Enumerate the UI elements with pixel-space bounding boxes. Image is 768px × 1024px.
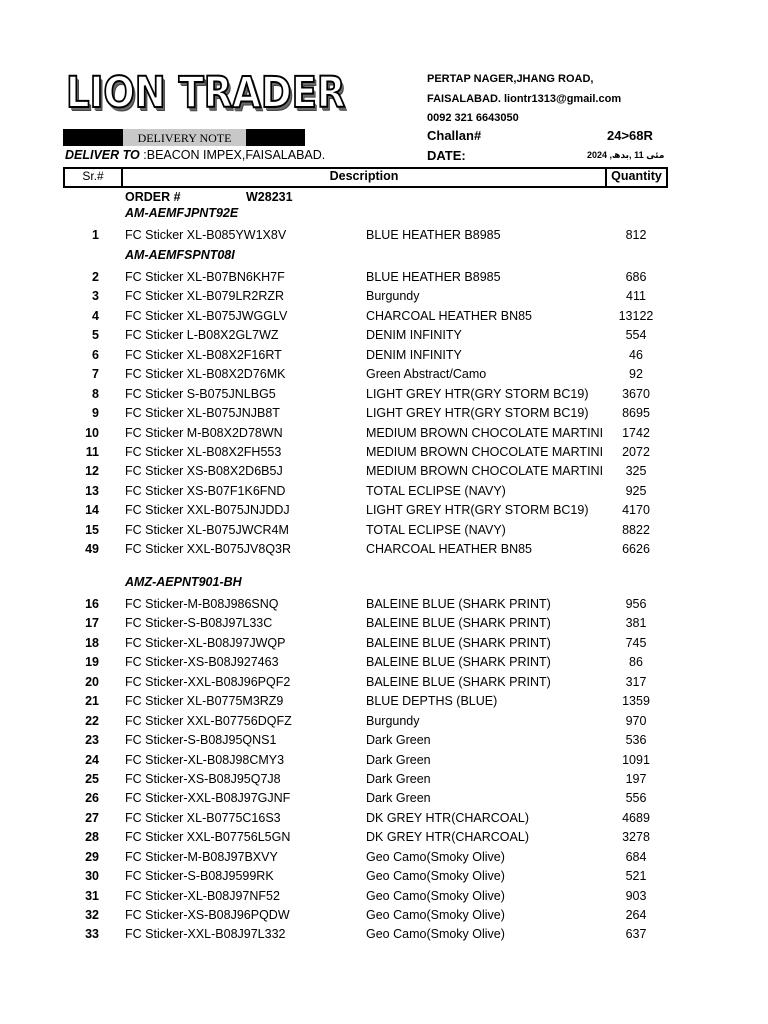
row-qty: 325 — [625, 464, 647, 479]
row-color: Geo Camo(Smoky Olive) — [366, 888, 505, 903]
row-color: LIGHT GREY HTR(GRY STORM BC19) — [366, 503, 589, 518]
row-qty: 2072 — [622, 444, 650, 459]
table-row — [0, 462, 768, 481]
row-color: BALEINE BLUE (SHARK PRINT) — [366, 616, 551, 631]
header-description: Description — [121, 167, 607, 188]
row-qty: 3670 — [622, 386, 650, 401]
row-item: FC Sticker XS-B08X2D6B5J — [125, 464, 283, 479]
row-qty: 1359 — [622, 694, 650, 709]
table-row — [0, 226, 768, 245]
challan-value: 24>68R — [607, 128, 653, 143]
deliver-to — [65, 148, 325, 162]
row-qty: 970 — [625, 713, 647, 728]
table-row — [0, 482, 768, 501]
row-sr: 11 — [85, 444, 99, 459]
table-row — [0, 385, 768, 404]
row-sr: 8 — [92, 386, 99, 401]
row-qty: 411 — [626, 289, 646, 304]
row-qty: 925 — [625, 483, 647, 498]
row-sr: 28 — [85, 830, 99, 845]
table-row — [0, 346, 768, 365]
row-qty: 264 — [625, 908, 647, 923]
table-row — [0, 501, 768, 520]
table-row — [0, 809, 768, 828]
row-item: FC Sticker XS-B07F1K6FND — [125, 483, 286, 498]
row-color: Dark Green — [366, 733, 431, 748]
row-color: BALEINE BLUE (SHARK PRINT) — [366, 655, 551, 670]
row-color: TOTAL ECLIPSE (NAVY) — [366, 522, 506, 537]
deliver-to-value: :BEACON IMPEX,FAISALABAD. — [143, 148, 326, 162]
row-sr: 14 — [85, 503, 99, 518]
row-item: FC Sticker XL-B075JNJB8T — [125, 406, 280, 421]
table-row — [0, 712, 768, 731]
row-qty: 92 — [629, 367, 643, 382]
deliver-to-label: DELIVER TO — [65, 148, 140, 162]
row-color: Dark Green — [366, 752, 431, 767]
row-item: FC Sticker L-B08X2GL7WZ — [125, 328, 279, 343]
table-row — [0, 540, 768, 559]
row-item: FC Sticker-XL-B08J97NF52 — [125, 888, 280, 903]
row-sr: 4 — [92, 308, 99, 323]
row-qty: 6626 — [622, 542, 650, 557]
row-sr: 17 — [85, 616, 99, 631]
row-item: FC Sticker XL-B0775M3RZ9 — [125, 694, 284, 709]
table-row — [0, 307, 768, 326]
row-qty: 86 — [629, 655, 643, 670]
row-color: Dark Green — [366, 791, 431, 806]
table-row — [0, 365, 768, 384]
row-color: BALEINE BLUE (SHARK PRINT) — [366, 674, 551, 689]
row-qty: 684 — [625, 849, 647, 864]
group-title: AM-AEMFSPNT08I — [125, 248, 235, 262]
row-color: Geo Camo(Smoky Olive) — [366, 908, 505, 923]
row-sr: 29 — [85, 849, 99, 864]
row-sr: 26 — [85, 791, 99, 806]
row-sr: 22 — [85, 713, 99, 728]
row-qty: 521 — [625, 869, 647, 884]
delivery-note-bar — [63, 129, 305, 146]
header-quantity: Quantity — [605, 167, 668, 188]
row-sr: 23 — [85, 733, 99, 748]
address-line-2: FAISALABAD. liontr1313@gmail.com — [427, 93, 622, 105]
row-item: FC Sticker XL-B075JWCR4M — [125, 522, 289, 537]
row-color: Geo Camo(Smoky Olive) — [366, 869, 505, 884]
table-row — [0, 614, 768, 633]
group-title: AM-AEMFJPNT92E — [125, 206, 239, 220]
table-row — [0, 692, 768, 711]
row-item: FC Sticker-XS-B08J927463 — [125, 655, 279, 670]
row-item: FC Sticker-XL-B08J98CMY3 — [125, 752, 285, 767]
header-sr: Sr.# — [63, 167, 123, 188]
date-value: 2024 ,مئی 11 ,بدھ — [587, 150, 665, 160]
row-item: FC Sticker-XXL-B08J97GJNF — [125, 791, 291, 806]
row-item: FC Sticker XL-B08X2FH553 — [125, 444, 282, 459]
table-row — [0, 287, 768, 306]
table-row — [0, 673, 768, 692]
row-color: MEDIUM BROWN CHOCOLATE MARTINI — [366, 464, 604, 479]
row-item: FC Sticker XL-B08X2D76MK — [125, 367, 286, 382]
table-row — [0, 906, 768, 925]
row-item: FC Sticker-XL-B08J97JWQP — [125, 635, 286, 650]
row-sr: 3 — [92, 289, 99, 304]
table-row — [0, 521, 768, 540]
row-sr: 13 — [85, 483, 99, 498]
row-sr: 15 — [85, 522, 99, 537]
row-item: FC Sticker-M-B08J986SNQ — [125, 597, 279, 611]
phone-number: 0092 321 6643050 — [427, 112, 519, 124]
row-qty: 317 — [625, 674, 647, 689]
row-color: BLUE DEPTHS (BLUE) — [366, 694, 498, 709]
table-row — [0, 751, 768, 770]
row-color: BALEINE BLUE (SHARK PRINT) — [366, 635, 551, 650]
row-sr: 20 — [85, 674, 99, 689]
row-qty: 956 — [625, 597, 647, 611]
row-item: FC Sticker XL-B079LR2RZR — [125, 289, 285, 304]
row-sr: 10 — [85, 425, 99, 440]
row-sr: 7 — [92, 367, 99, 382]
row-qty: 4689 — [622, 810, 650, 825]
row-color: CHARCOAL HEATHER BN85 — [366, 542, 533, 557]
table-row — [0, 867, 768, 886]
row-item: FC Sticker-S-B08J9599RK — [125, 869, 274, 884]
row-sr: 21 — [85, 694, 99, 709]
row-qty: 13122 — [618, 308, 654, 323]
row-item: FC Sticker XXL-B07756DQFZ — [125, 713, 292, 728]
row-sr: 24 — [85, 752, 99, 767]
table-row — [0, 789, 768, 808]
challan-label: Challan# — [427, 128, 482, 143]
row-qty: 554 — [625, 328, 647, 343]
row-item: FC Sticker-S-B08J95QNS1 — [125, 733, 277, 748]
row-color: Geo Camo(Smoky Olive) — [366, 927, 505, 942]
row-sr: 1 — [92, 228, 99, 242]
table-row — [0, 424, 768, 443]
row-item: FC Sticker XXL-B075JV8Q3R — [125, 542, 292, 557]
row-color: MEDIUM BROWN CHOCOLATE MARTINI — [366, 444, 604, 459]
row-sr: 33 — [85, 927, 99, 942]
row-item: FC Sticker-S-B08J97L33C — [125, 616, 273, 631]
row-item: FC Sticker XXL-B07756L5GN — [125, 830, 291, 845]
bar-black-right — [246, 129, 305, 146]
table-row — [0, 443, 768, 462]
row-qty: 1091 — [622, 752, 650, 767]
row-qty: 556 — [625, 791, 647, 806]
table-row — [0, 326, 768, 345]
row-color: LIGHT GREY HTR(GRY STORM BC19) — [366, 386, 589, 401]
row-qty: 1742 — [622, 425, 650, 440]
row-color: Geo Camo(Smoky Olive) — [366, 849, 505, 864]
row-color: MEDIUM BROWN CHOCOLATE MARTINI — [366, 425, 604, 440]
row-qty: 686 — [625, 270, 647, 284]
group-title: AMZ-AEPNT901-BH — [125, 575, 242, 589]
table-row — [0, 925, 768, 944]
row-color: TOTAL ECLIPSE (NAVY) — [366, 483, 506, 498]
row-item: FC Sticker XXL-B075JNJDDJ — [125, 503, 290, 518]
row-item: FC Sticker XL-B07BN6KH7F — [125, 270, 285, 284]
row-item: FC Sticker M-B08X2D78WN — [125, 425, 283, 440]
row-color: BLUE HEATHER B8985 — [366, 228, 501, 242]
row-sr: 27 — [85, 810, 99, 825]
row-sr: 16 — [85, 597, 99, 611]
row-qty: 637 — [625, 927, 647, 942]
row-qty: 8822 — [622, 522, 650, 537]
table-row — [0, 268, 768, 287]
order-number: W28231 — [246, 190, 293, 204]
row-sr: 12 — [85, 464, 99, 479]
row-color: Burgundy — [366, 289, 420, 304]
table-row — [0, 634, 768, 653]
row-sr: 2 — [92, 270, 99, 284]
row-color: Green Abstract/Camo — [366, 367, 487, 382]
row-sr: 19 — [85, 655, 99, 670]
table-row — [0, 731, 768, 750]
row-item: FC Sticker-XS-B08J96PQDW — [125, 908, 290, 923]
document-type-label: DELIVERY NOTE — [123, 129, 246, 146]
company-logo: LION TRADER — [66, 68, 346, 118]
row-sr: 30 — [85, 869, 99, 884]
row-color: BLUE HEATHER B8985 — [366, 270, 501, 284]
row-qty: 3278 — [622, 830, 650, 845]
row-color: DK GREY HTR(CHARCOAL) — [366, 830, 529, 845]
table-row — [0, 848, 768, 867]
row-item: FC Sticker XL-B08X2F16RT — [125, 347, 282, 362]
row-sr: 32 — [85, 908, 99, 923]
row-qty: 4170 — [622, 503, 650, 518]
row-color: CHARCOAL HEATHER BN85 — [366, 308, 533, 323]
row-qty: 745 — [625, 635, 647, 650]
row-color: DK GREY HTR(CHARCOAL) — [366, 810, 529, 825]
table-row — [0, 828, 768, 847]
row-sr: 49 — [85, 542, 99, 557]
row-qty: 46 — [629, 347, 643, 362]
row-item: FC Sticker S-B075JNLBG5 — [125, 386, 276, 401]
row-color: Dark Green — [366, 771, 431, 786]
row-sr: 9 — [92, 406, 99, 421]
table-row — [0, 404, 768, 423]
row-item: FC Sticker XL-B075JWGGLV — [125, 308, 288, 323]
address-line-1: PERTAP NAGER,JHANG ROAD, — [427, 73, 594, 85]
row-sr: 18 — [85, 635, 99, 650]
row-item: FC Sticker XL-B085YW1X8V — [125, 228, 287, 242]
row-sr: 25 — [85, 771, 99, 786]
row-item: FC Sticker-XS-B08J95Q7J8 — [125, 771, 281, 786]
row-item: FC Sticker-XXL-B08J96PQF2 — [125, 674, 291, 689]
row-sr: 31 — [85, 888, 99, 903]
row-qty: 812 — [625, 228, 647, 242]
row-color: Burgundy — [366, 713, 420, 728]
row-qty: 8695 — [622, 406, 650, 421]
row-sr: 6 — [92, 347, 99, 362]
order-label: ORDER # — [125, 190, 181, 204]
row-qty: 197 — [625, 771, 647, 786]
row-color: BALEINE BLUE (SHARK PRINT) — [366, 597, 551, 611]
row-color: LIGHT GREY HTR(GRY STORM BC19) — [366, 406, 589, 421]
row-qty: 381 — [625, 616, 647, 631]
row-color: DENIM INFINITY — [366, 347, 462, 362]
row-item: FC Sticker-M-B08J97BXVY — [125, 849, 278, 864]
table-row — [0, 595, 768, 614]
row-item: FC Sticker-XXL-B08J97L332 — [125, 927, 286, 942]
row-qty: 903 — [625, 888, 647, 903]
row-sr: 5 — [92, 328, 99, 343]
row-item: FC Sticker XL-B0775C16S3 — [125, 810, 281, 825]
table-row — [0, 887, 768, 906]
row-qty: 536 — [625, 733, 647, 748]
table-row — [0, 770, 768, 789]
table-row — [0, 653, 768, 672]
bar-black-left — [63, 129, 123, 146]
date-label: DATE: — [427, 148, 466, 163]
row-color: DENIM INFINITY — [366, 328, 462, 343]
